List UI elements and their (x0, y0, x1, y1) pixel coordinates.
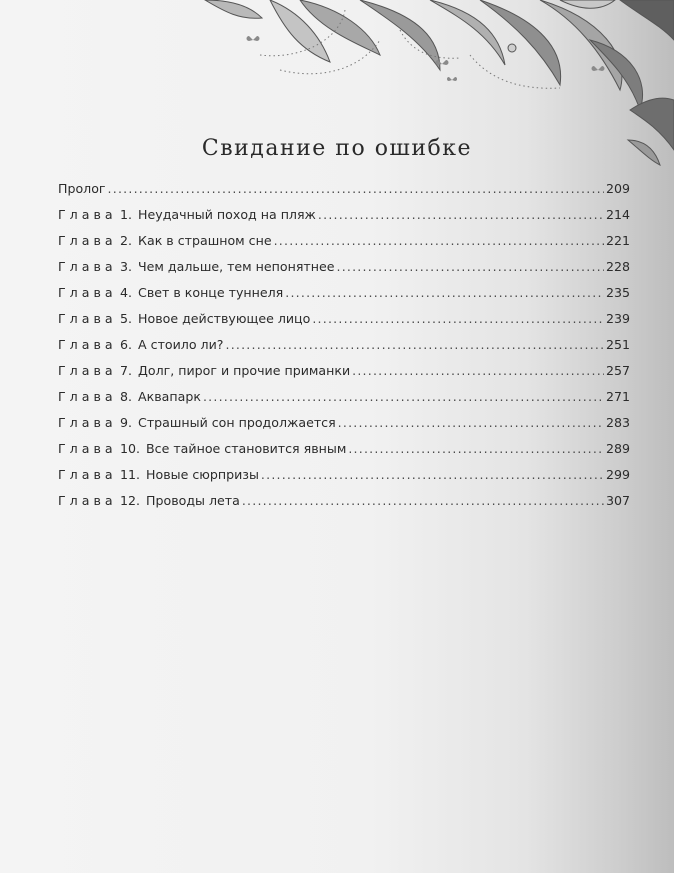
toc-chapter-label: Глава (58, 389, 117, 404)
toc-number: 11. (120, 467, 141, 482)
toc-chapter-label: Глава (58, 207, 117, 222)
toc-number: 6. (120, 337, 133, 352)
toc-page: 257 (605, 363, 630, 378)
toc-name: Чем дальше, тем непонятнее (138, 259, 335, 274)
leader-dots (261, 462, 604, 488)
toc-page: 307 (605, 493, 630, 508)
toc-name: Проводы лета (146, 493, 240, 508)
toc-page: 299 (605, 467, 630, 482)
toc-row (58, 358, 630, 384)
leader-dots (285, 280, 604, 306)
leader-dots (225, 332, 603, 358)
toc-row (58, 410, 630, 436)
toc-name: Страшный сон продолжается (138, 415, 336, 430)
toc-page: 214 (605, 207, 630, 222)
toc-page: 251 (605, 337, 630, 352)
toc-chapter-label: Глава (58, 363, 117, 378)
toc-row (58, 202, 630, 228)
toc-number: 10. (120, 441, 141, 456)
toc-page: 283 (605, 415, 630, 430)
toc-row (58, 488, 630, 514)
toc-page: 228 (605, 259, 630, 274)
toc-name: Новые сюрпризы (146, 467, 259, 482)
toc-row (58, 436, 630, 462)
toc-number: 1. (120, 207, 133, 222)
leader-dots (352, 358, 604, 384)
toc-chapter-label: Глава (58, 311, 117, 326)
toc-name: Все тайное становится явным (146, 441, 347, 456)
table-of-contents (58, 176, 630, 514)
toc-chapter-label: Глава (58, 493, 117, 508)
toc-chapter-label: Глава (58, 285, 117, 300)
toc-number: 9. (120, 415, 133, 430)
toc-chapter-label: Глава (58, 467, 117, 482)
toc-name: Как в страшном сне (138, 233, 272, 248)
leader-dots (108, 176, 604, 202)
toc-chapter-label: Глава (58, 337, 117, 352)
toc-page: 289 (605, 441, 630, 456)
toc-number: 2. (120, 233, 133, 248)
leader-dots (242, 488, 604, 514)
toc-name: А стоило ли? (138, 337, 224, 352)
toc-name: Новое действующее лицо (138, 311, 311, 326)
toc-number: 5. (120, 311, 133, 326)
leader-dots (338, 410, 604, 436)
toc-number: 4. (120, 285, 133, 300)
toc-page: 271 (605, 389, 630, 404)
leader-dots (336, 254, 603, 280)
leader-dots (318, 202, 604, 228)
toc-name: Аквапарк (138, 389, 201, 404)
toc-row (58, 280, 630, 306)
toc-page: 235 (605, 285, 630, 300)
toc-name: Долг, пирог и прочие приманки (138, 363, 351, 378)
toc-row (58, 384, 630, 410)
page-title: Свидание по ошибке (201, 136, 473, 161)
toc-page: 209 (605, 181, 630, 196)
toc-page: 239 (605, 311, 630, 326)
toc-row (58, 228, 630, 254)
toc-number: 7. (120, 363, 133, 378)
toc-chapter-label: Глава (58, 441, 117, 456)
toc-row (58, 462, 630, 488)
toc-chapter-label: Глава (58, 233, 117, 248)
toc-number: 3. (120, 259, 133, 274)
toc-row (58, 176, 630, 202)
toc-chapter-label: Глава (58, 415, 117, 430)
leader-dots (274, 228, 604, 254)
toc-row (58, 332, 630, 358)
toc-chapter-label: Глава (58, 259, 117, 274)
leader-dots (348, 436, 604, 462)
toc-name: Пролог (58, 181, 106, 196)
toc-number: 8. (120, 389, 133, 404)
toc-row (58, 254, 630, 280)
toc-page: 221 (605, 233, 630, 248)
toc-number: 12. (120, 493, 141, 508)
toc-name: Неудачный поход на пляж (138, 207, 316, 222)
toc-name: Свет в конце туннеля (138, 285, 284, 300)
leader-dots (203, 384, 604, 410)
toc-row (58, 306, 630, 332)
leader-dots (312, 306, 604, 332)
